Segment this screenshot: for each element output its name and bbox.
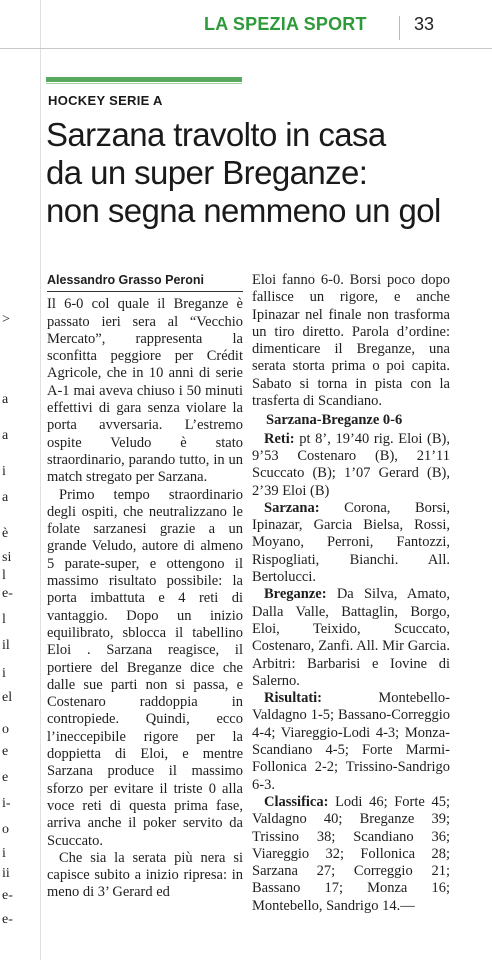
header-divider [399,16,400,40]
breganze-label: Breganze: [264,586,327,603]
edge-fragment: e- [2,912,13,927]
edge-fragment: e- [2,586,13,601]
scorecard-goals [252,431,450,500]
edge-fragment: a [2,392,9,407]
edge-fragment: e [2,744,9,759]
edge-fragment: i [2,666,6,681]
paragraph: Primo tempo straordinario degli ospiti, che neutralizzano le folate sarzanesi grazie a un grande Veludo, autore di almeno 5 parate-super, e ottengono il massimo risultato possibile: la porta imbattuta e 4 reti di vantaggio. Dopo un inizio equilibrato, sblocca il tabellino Eloi . Sarzana reagisce, il portiere del Breganze dice che dalle sue parti non si passa, e Costenaro raddoppia in contropiede. Quindi, ecco l’ineccepibile rigore per la doppietta di Eloi, e mentre Sarzana produce il massimo sforzo per evitare il triste 0 alla voce reti di questa prima fase, arriva anche il poker servito da Scuccato. [47,486,243,849]
previous-article-edge [0,0,41,960]
edge-fragment: i [2,464,6,479]
results-label: Risultati: [264,690,322,707]
accent-bar [46,77,242,82]
standings-label: Classifica: [264,793,329,810]
headline [46,116,486,230]
article-column-1 [47,272,243,902]
edge-fragment: l [2,568,6,583]
edge-fragment: e [2,770,9,785]
edge-fragment: l [2,612,6,627]
paragraph-continued: Eloi fanno 6-0. Borsi poco dopo fallisce un rigore, e anche Ipinazar nel finale non trasforma un tiro diretto. Parola d’ordine: dimenticare il Breganze, una serata storta prima o poi capita. Sabato si torna in pista con la trasferta di Scandiano. [252,272,450,410]
edge-fragment: ii [2,866,10,881]
paragraph: Che sia la serata più nera si capisce subito a inizio ripresa: in meno di 3’ Gerard ed [47,849,243,901]
page-header [0,14,492,44]
page-number: 33 [414,14,435,34]
edge-fragment: i [2,846,6,861]
headline-line: non segna nemmeno un gol [46,192,441,229]
edge-fragment: il [2,638,10,653]
byline: Alessandro Grasso Peroni [47,272,243,292]
edge-fragment: e- [2,888,13,903]
scorecard-title: Sarzana-Breganze 0-6 [266,412,403,429]
goals-text: pt 8’, 19’40 rig. Eloi (B), 9’53 Costenaro (B), 21’11 Scuccato (B); 1’07 Gerard (B), 2’39 Eloi (B) [252,430,450,499]
article-column-2 [252,272,450,915]
edge-fragment: o [2,722,9,737]
sarzana-label: Sarzana: [264,499,320,516]
header-rule [0,48,492,49]
goals-label: Reti: [264,430,295,447]
breganze-text: Da Silva, Amato, Dalla Valle, Battaglin, Borgo, Eloi, Teixido, Scuccato, Costenaro, Zanfi. All. Mir Garcia. Arbitri: Barbarisi e Iovine di Salerno. [252,586,450,689]
edge-fragment: è [2,526,9,541]
headline-line: Sarzana travolto in casa [46,116,386,153]
scorecard-results [252,690,450,794]
headline-line: da un super Breganze: [46,154,368,191]
sarzana-text: Corona, Borsi, Ipinazar, Garcia Bielsa, Rossi, Moyano, Perroni, Fantozzi, Rispogliati, Bianchi. All. Bertolucci. [252,499,450,586]
scorecard-standings [252,794,450,915]
section-title: LA SPEZIA SPORT [204,14,367,34]
chevron-right-icon: > [2,312,10,327]
scorecard-sarzana [252,500,450,586]
scorecard-breganze [252,586,450,690]
accent-bar-thin [46,83,242,84]
edge-fragment: si [2,550,12,565]
kicker: HOCKEY SERIE A [48,93,163,108]
results-text: Montebello-Valdagno 1-5; Bassano-Correggio 4-4; Viareggio-Lodi 4-3; Monza-Scandiano 4-5; Forte Marmi-Follonica 2-2; Trissino-Sandrigo 6-3. [252,690,450,793]
edge-fragment: o [2,822,9,837]
edge-fragment: a [2,428,9,443]
edge-fragment: i- [2,796,11,811]
edge-fragment: el [2,690,13,705]
standings-text: Lodi 46; Forte 45; Valdagno 40; Breganze 39; Trissino 38; Scandiano 36; Viareggio 32; Follonica 28; Sarzana 27; Correggio 21; Bassano 17; Monza 16; Montebello, Sandrigo 14.— [252,793,450,914]
edge-fragment: a [2,490,9,505]
paragraph: Il 6-0 col quale il Breganze è passato ieri sera al “Vecchio Mercato”, rappresenta la sconfitta peggiore per Crédit Agricole, che in 10 anni di serie A-1 mai aveva chiuso i 50 minuti effettivi di gara senza violare la porta avversaria. L’estremo ospite Veludo è stato straordinario, parando tutto, in un match stregato per Sarzana. [47,296,243,486]
